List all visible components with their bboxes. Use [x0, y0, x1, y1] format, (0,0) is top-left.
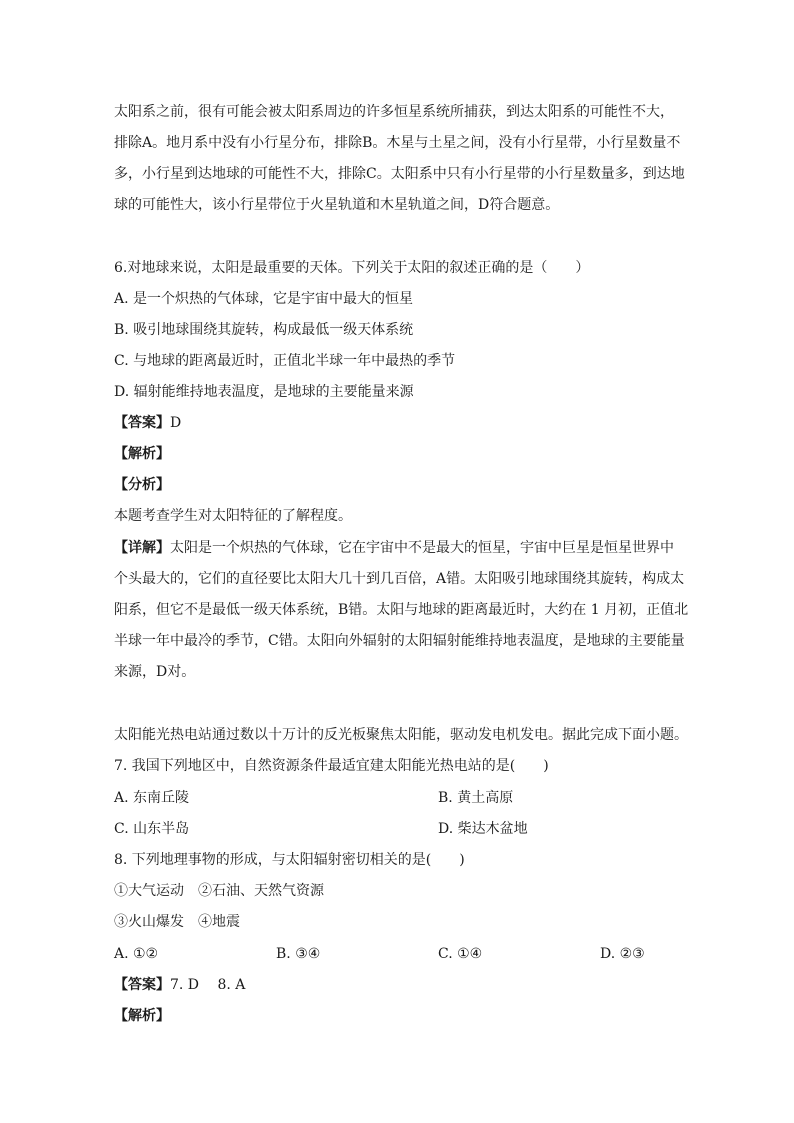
q6-answer	[114, 413, 181, 433]
q8-option-c: C. ①④	[438, 946, 483, 962]
final-answer-label: 【答案】	[114, 977, 170, 993]
q6-detail-line-4: 半球一年中最冷的季节，C错。太阳向外辐射的太阳辐射能维持地表温度，是地球的主要能量	[114, 633, 685, 649]
q8-option-d: D. ②③	[600, 946, 645, 962]
q8-option-a: A. ①②	[114, 946, 159, 962]
intro-line-3: 多，小行星到达地球的可能性不大，排除C。太阳系中只有小行星带的小行星数量多，到达地	[114, 166, 685, 182]
q6-detail-line-2: 个头最大的，它们的直径要比太阳大几十到几百倍，A错。太阳吸引地球围绕其旋转，构成太	[114, 571, 685, 587]
final-answer-value: 7. D 8. A	[170, 977, 246, 993]
q6-option-d: D. 辐射能维持地表温度，是地球的主要能量来源	[114, 384, 414, 400]
q6-fenxi-label: 【分析】	[114, 477, 170, 493]
q6-fenxi-text: 本题考查学生对太阳特征的了解程度。	[114, 508, 352, 524]
intro-line-1: 太阳系之前，很有可能会被太阳系周边的许多恒星系统所捕获，到达太阳系的可能性不大，	[114, 104, 674, 120]
q6-detail-line-5: 来源，D对。	[114, 664, 196, 680]
q6-detail-label: 【详解】	[114, 540, 170, 556]
q7-option-a: A. 东南丘陵	[114, 790, 190, 806]
intro-line-4: 球的可能性大，该小行星带位于火星轨道和木星轨道之间，D符合题意。	[114, 197, 560, 213]
q7-option-b: B. 黄土高原	[438, 790, 514, 806]
q8-option-b: B. ③④	[276, 946, 321, 962]
q6-detail-text-1: 太阳是一个炽热的气体球，它在宇宙中不是最大的恒星，宇宙中巨星是恒星世界中	[170, 540, 674, 556]
q6-answer-label: 【答案】	[114, 415, 170, 431]
intro-line-2: 排除A。地月系中没有小行星分布，排除B。木星与土星之间，没有小行星带，小行星数量不	[114, 135, 681, 151]
q7-stem: 7. 我国下列地区中，自然资源条件最适宜建太阳能光热电站的是( )	[114, 758, 549, 774]
q6-option-a: A. 是一个炽热的气体球，它是宇宙中最大的恒星	[114, 291, 414, 307]
q6-option-c: C. 与地球的距离最近时，正值北半球一年中最热的季节	[114, 353, 456, 369]
q8-items-1: ①大气运动 ②石油、天然气资源	[114, 883, 324, 899]
q8-stem: 8. 下列地理事物的形成，与太阳辐射密切相关的是( )	[114, 852, 465, 868]
q6-stem: 6.对地球来说，太阳是最重要的天体。下列关于太阳的叙述正确的是（ ）	[114, 260, 590, 276]
q6-analysis-label: 【解析】	[114, 446, 170, 462]
q6-detail-line-3: 阳系，但它不是最低一级天体系统，B错。太阳与地球的距离最近时，大约在 1 月初，正值北	[114, 602, 689, 618]
q6-detail-line-1	[114, 538, 674, 558]
final-answer	[114, 975, 245, 995]
q6-answer-value: D	[170, 415, 182, 431]
q6-option-b: B. 吸引地球围绕其旋转，构成最低一级天体系统	[114, 322, 414, 338]
final-analysis-label: 【解析】	[114, 1008, 170, 1024]
q8-items-2: ③火山爆发 ④地震	[114, 914, 240, 930]
material-text: 太阳能光热电站通过数以十万计的反光板聚焦太阳能，驱动发电机发电。据此完成下面小题。	[114, 727, 688, 743]
q7-option-d: D. 柴达木盆地	[438, 821, 528, 837]
q7-option-c: C. 山东半岛	[114, 821, 190, 837]
